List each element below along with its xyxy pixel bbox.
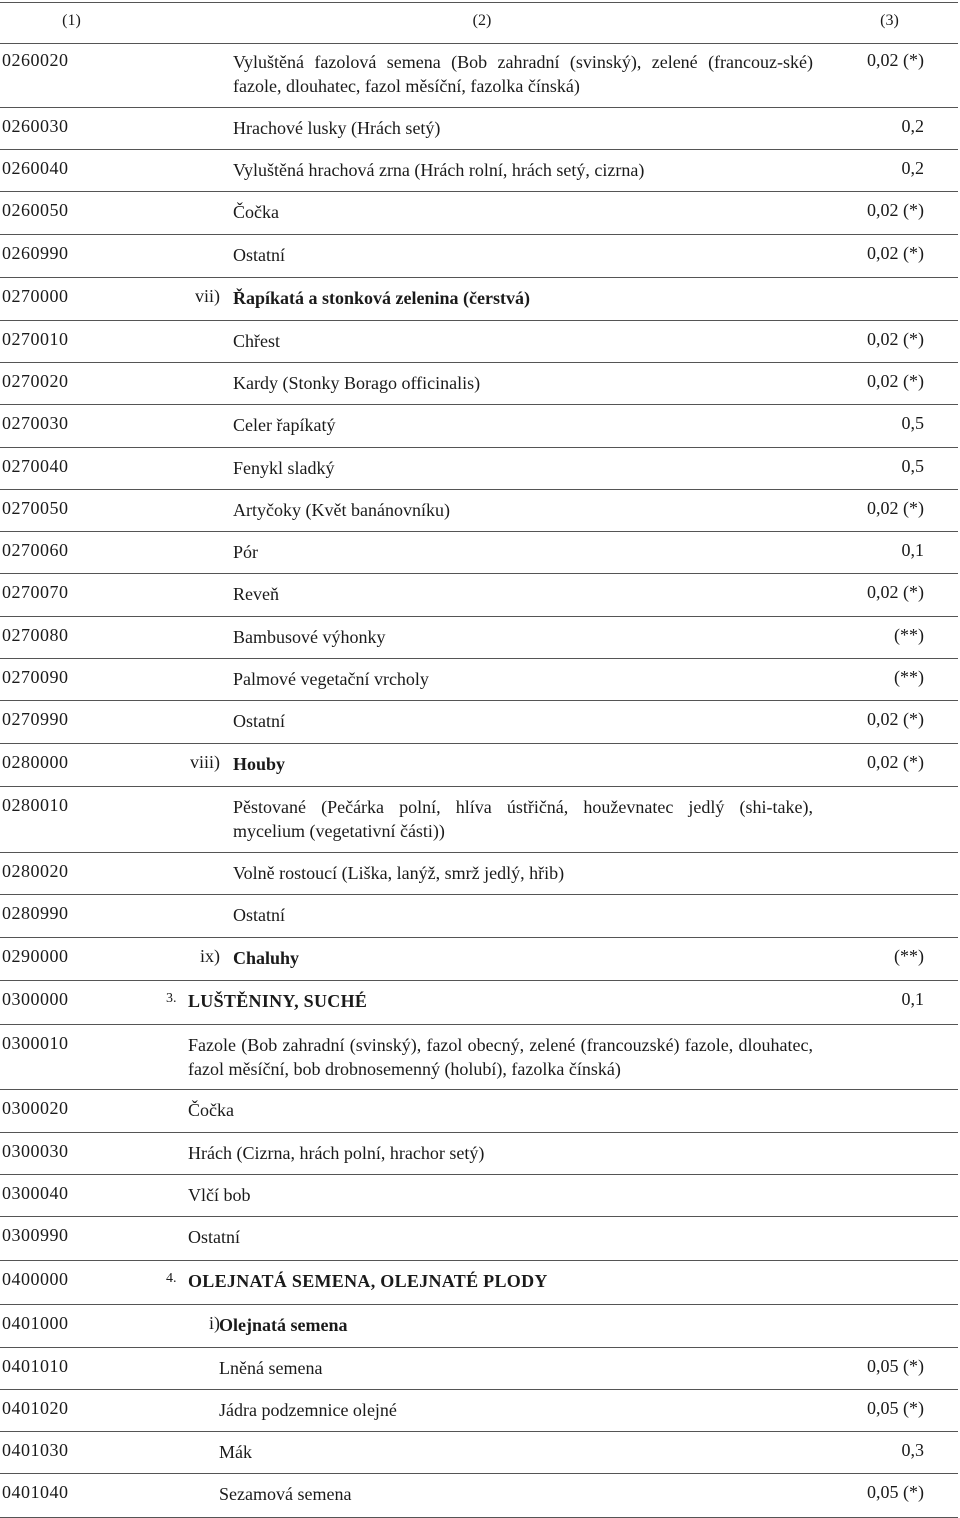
row-code: 0280990 — [2, 903, 69, 923]
row-description: Celer řapíkatý — [233, 415, 336, 435]
table-row — [0, 108, 958, 150]
row-description: Kardy (Stonky Borago officinalis) — [233, 373, 481, 393]
row-description: Ostatní — [233, 711, 285, 731]
row-description: Vyluštěná hrachová zrna (Hrách rolní, hrách setý, cizrna) — [233, 160, 645, 180]
row-code: 0270000 — [2, 286, 69, 306]
row-code: 0270080 — [2, 625, 69, 645]
row-description: Lněná semena — [219, 1358, 323, 1378]
row-code: 0280020 — [2, 861, 69, 881]
table-row — [0, 490, 958, 532]
table-row — [0, 1390, 958, 1432]
row-value: 0,02 (*) — [867, 200, 924, 220]
row-value: (**) — [894, 625, 924, 645]
row-roman-numeral: ix) — [200, 946, 220, 966]
table-row — [0, 1090, 958, 1133]
row-description: Hrachové lusky (Hrách setý) — [233, 118, 441, 138]
row-code: 0270010 — [2, 329, 69, 349]
row-value: 0,02 (*) — [867, 582, 924, 602]
row-code: 0260040 — [2, 158, 69, 178]
row-code: 0260030 — [2, 116, 69, 136]
row-description: Houby — [233, 754, 286, 774]
row-description: Ostatní — [233, 245, 285, 265]
row-description: Čočka — [233, 202, 279, 222]
row-section-number: 4. — [166, 1271, 177, 1286]
table-header — [0, 2, 958, 44]
row-description: Bambusové výhonky — [233, 627, 386, 647]
row-description: LUŠTĚNINY, SUCHÉ — [188, 991, 368, 1011]
row-code: 0270060 — [2, 540, 69, 560]
row-code: 0300040 — [2, 1183, 69, 1203]
row-value: 0,1 — [901, 540, 924, 560]
row-value: 0,2 — [901, 116, 924, 136]
row-code: 0300990 — [2, 1225, 69, 1245]
row-value: 0,02 (*) — [867, 709, 924, 729]
row-value: 0,02 (*) — [867, 50, 924, 70]
row-code: 0401010 — [2, 1356, 69, 1376]
table-row — [0, 1217, 958, 1261]
table-row — [0, 787, 958, 853]
table-row — [0, 1261, 958, 1305]
table-row — [0, 321, 958, 363]
row-code: 0401000 — [2, 1313, 69, 1333]
row-description: Řapíkatá a stonková zelenina (čerstvá) — [233, 288, 530, 308]
table-row — [0, 1025, 958, 1090]
row-code: 0290000 — [2, 946, 69, 966]
row-description: OLEJNATÁ SEMENA, OLEJNATÉ PLODY — [188, 1271, 548, 1291]
row-code: 0270020 — [2, 371, 69, 391]
row-value: 0,05 (*) — [867, 1356, 924, 1376]
row-description: Ostatní — [188, 1227, 240, 1247]
table-row — [0, 938, 958, 981]
row-code: 0270070 — [2, 582, 69, 602]
table-row — [0, 235, 958, 278]
row-value: 0,02 (*) — [867, 371, 924, 391]
table-row — [0, 1432, 958, 1474]
row-description: Čočka — [188, 1100, 234, 1120]
table-row — [0, 150, 958, 192]
table-row — [0, 1348, 958, 1390]
header-col1: (1) — [62, 12, 81, 29]
row-description: Chřest — [233, 331, 280, 351]
table-row — [0, 448, 958, 490]
table-row — [0, 617, 958, 659]
row-value: 0,5 — [901, 456, 924, 476]
row-code: 0260990 — [2, 243, 69, 263]
table-row — [0, 1133, 958, 1175]
row-value: 0,02 (*) — [867, 752, 924, 772]
table-row — [0, 981, 958, 1025]
row-code: 0300010 — [2, 1033, 69, 1053]
row-description: Volně rostoucí (Liška, lanýž, smrž jedlý, hřib) — [233, 863, 565, 883]
table-row — [0, 574, 958, 617]
row-value: 0,2 — [901, 158, 924, 178]
row-value: (**) — [894, 667, 924, 687]
table-row — [0, 278, 958, 321]
table-row — [0, 42, 958, 108]
row-description: Fazole (Bob zahradní (svinský), fazol obecný, zelené (francouzské) fazole, dlouhatec, fazol měsíční, bob drobnosemenný (holubí), fazolka čínská) — [188, 1035, 813, 1079]
row-code: 0401030 — [2, 1440, 69, 1460]
table-row — [0, 1474, 958, 1518]
row-description: Reveň — [233, 584, 279, 604]
row-description: Mák — [219, 1442, 252, 1462]
row-description: Ostatní — [233, 905, 285, 925]
header-col2: (2) — [472, 12, 492, 29]
table-row — [0, 1175, 958, 1217]
row-description: Pěstované (Pečárka polní, hlíva ústřičná, houževnatec jedlý (shi-take), mycelium (vegetativní části)) — [233, 797, 813, 841]
table-row — [0, 363, 958, 405]
table-row — [0, 405, 958, 448]
table-row — [0, 659, 958, 701]
row-description: Hrách (Cizrna, hrách polní, hrachor setý) — [188, 1143, 485, 1163]
row-code: 0401040 — [2, 1482, 69, 1502]
row-code: 0280000 — [2, 752, 69, 772]
row-code: 0300030 — [2, 1141, 69, 1161]
row-section-number: 3. — [166, 991, 177, 1006]
row-code: 0260050 — [2, 200, 69, 220]
row-code: 0300020 — [2, 1098, 69, 1118]
row-roman-numeral: i) — [209, 1313, 220, 1333]
row-code: 0270050 — [2, 498, 69, 518]
row-description: Palmové vegetační vrcholy — [233, 669, 429, 689]
row-code: 0270090 — [2, 667, 69, 687]
row-description: Fenykl sladký — [233, 458, 335, 478]
table-row — [0, 853, 958, 895]
table-row — [0, 532, 958, 574]
row-description: Vlčí bob — [188, 1185, 251, 1205]
row-roman-numeral: viii) — [190, 752, 220, 772]
row-code: 0260020 — [2, 50, 69, 70]
row-code: 0300000 — [2, 989, 69, 1009]
row-code: 0401020 — [2, 1398, 69, 1418]
table-row — [0, 895, 958, 938]
row-value: 0,1 — [901, 989, 924, 1009]
row-code: 0270990 — [2, 709, 69, 729]
header-col3: (3) — [880, 12, 899, 29]
row-value: 0,02 (*) — [867, 498, 924, 518]
row-code: 0400000 — [2, 1269, 69, 1289]
row-value: 0,02 (*) — [867, 329, 924, 349]
row-code: 0270040 — [2, 456, 69, 476]
row-value: 0,3 — [901, 1440, 924, 1460]
row-code: 0270030 — [2, 413, 69, 433]
row-description: Pór — [233, 542, 259, 562]
row-value: 0,05 (*) — [867, 1482, 924, 1502]
table-row — [0, 192, 958, 235]
row-description: Jádra podzemnice olejné — [219, 1400, 397, 1420]
row-value: 0,05 (*) — [867, 1398, 924, 1418]
table-row — [0, 744, 958, 787]
row-code: 0280010 — [2, 795, 69, 815]
table-row — [0, 701, 958, 744]
row-value: (**) — [894, 946, 924, 966]
row-value: 0,02 (*) — [867, 243, 924, 263]
row-description: Vyluštěná fazolová semena (Bob zahradní (svinský), zelené (francouz-ské) fazole, dlouhatec, fazol měsíční, fazolka čínská) — [233, 52, 813, 96]
table-row — [0, 1305, 958, 1348]
row-description: Artyčoky (Květ banánovníku) — [233, 500, 450, 520]
row-description: Sezamová semena — [219, 1484, 352, 1504]
row-value: 0,5 — [901, 413, 924, 433]
row-description: Olejnatá semena — [219, 1315, 348, 1335]
row-description: Chaluhy — [233, 948, 300, 968]
row-roman-numeral: vii) — [195, 286, 220, 306]
